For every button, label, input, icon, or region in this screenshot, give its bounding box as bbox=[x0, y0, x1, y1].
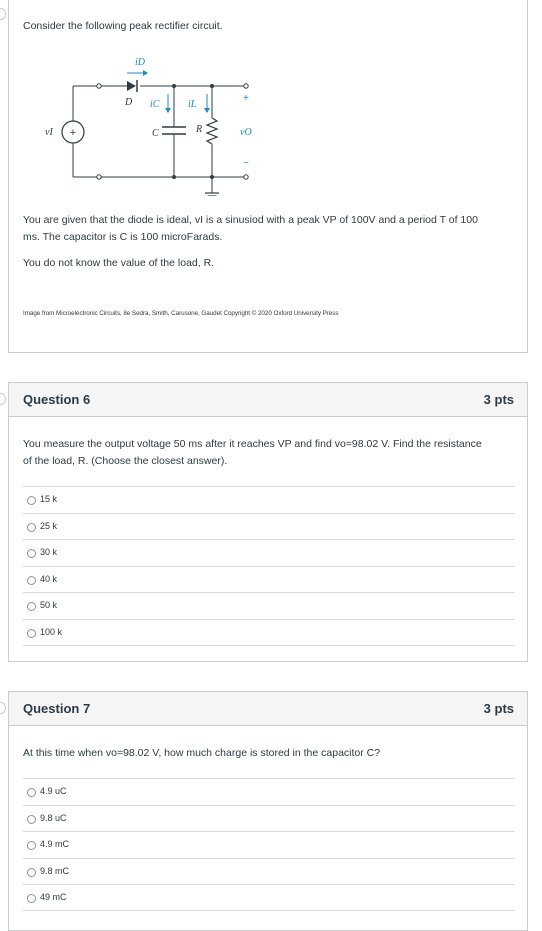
answer-option[interactable] bbox=[23, 778, 515, 805]
radio-button[interactable] bbox=[27, 496, 36, 505]
answer-label: 9.8 mC bbox=[40, 865, 70, 876]
answer-option[interactable] bbox=[23, 566, 515, 593]
intro-text: Consider the following peak rectifier circuit. bbox=[23, 20, 223, 32]
answer-option[interactable] bbox=[23, 831, 515, 858]
input-label: vI bbox=[45, 127, 53, 138]
answer-label: 49 mC bbox=[40, 892, 67, 903]
answer-label: 15 k bbox=[40, 494, 58, 504]
radio-button[interactable] bbox=[27, 523, 36, 532]
answer-option[interactable] bbox=[23, 858, 515, 885]
question-6-points: 3 pts bbox=[483, 392, 514, 407]
margin-marker bbox=[0, 393, 6, 405]
image-credit: Image from Microelectronic Circuits, 8e Sedra, Smith, Carusone, Gaudet Copyright © 2020 Oxford University Press bbox=[23, 310, 339, 317]
answer-label: 40 k bbox=[40, 573, 58, 584]
question-7-header bbox=[9, 692, 527, 726]
cap-current-label: iC bbox=[150, 99, 160, 110]
question-7-title: Question 7 bbox=[23, 701, 91, 716]
diode-current-label: iD bbox=[135, 57, 145, 68]
radio-button[interactable] bbox=[27, 629, 36, 638]
ground-symbol bbox=[205, 193, 219, 196]
unknown-text: You do not know the value of the load, R. bbox=[23, 257, 215, 269]
radio-button[interactable] bbox=[27, 788, 36, 797]
svg-text:+: + bbox=[69, 127, 77, 139]
question-7-prompt: At this time when vo=98.02 V, how much charge is stored in the capacitor C? bbox=[23, 747, 381, 759]
context-card bbox=[8, 0, 528, 353]
given-text-2: ms. The capacitor is C is 100 microFarads. bbox=[23, 231, 223, 243]
peak-rectifier-circuit bbox=[35, 56, 265, 196]
answer-option[interactable] bbox=[23, 539, 515, 566]
answer-option[interactable] bbox=[23, 592, 515, 619]
answer-label: 50 k bbox=[40, 600, 58, 611]
margin-marker bbox=[0, 702, 6, 714]
question-6-prompt-1: You measure the output voltage 50 ms after it reaches VP and find vo=98.02 V. Find the resistance bbox=[23, 438, 482, 450]
margin-marker bbox=[0, 8, 6, 20]
radio-button[interactable] bbox=[27, 841, 36, 850]
diode-symbol bbox=[127, 80, 137, 92]
resistor-symbol bbox=[207, 118, 217, 144]
plus-label: + bbox=[243, 93, 249, 104]
given-text-1: You are given that the diode is ideal, vI is a sinusiod with a peak VP of 100V and a period T of 100 bbox=[23, 214, 478, 226]
question-7-options bbox=[23, 778, 515, 911]
capacitor-label: C bbox=[152, 128, 159, 139]
radio-button[interactable] bbox=[27, 894, 36, 903]
radio-button[interactable] bbox=[27, 868, 36, 877]
question-6-header bbox=[9, 383, 527, 417]
output-label: vO bbox=[240, 127, 252, 138]
answer-option[interactable] bbox=[23, 513, 515, 540]
answer-option[interactable] bbox=[23, 884, 515, 911]
radio-button[interactable] bbox=[27, 549, 36, 558]
question-6-card bbox=[8, 382, 528, 662]
answer-option[interactable] bbox=[23, 486, 515, 513]
answer-option[interactable] bbox=[23, 805, 515, 832]
answer-label: 4.9 uC bbox=[40, 786, 67, 796]
diode-label: D bbox=[125, 97, 133, 108]
answer-label: 30 k bbox=[40, 547, 58, 558]
answer-label: 100 k bbox=[40, 626, 63, 637]
radio-button[interactable] bbox=[27, 576, 36, 585]
answer-label: 4.9 mC bbox=[40, 839, 70, 850]
answer-option[interactable] bbox=[23, 619, 515, 646]
question-6-title: Question 6 bbox=[23, 392, 91, 407]
resistor-label: R bbox=[196, 124, 203, 135]
answer-label: 25 k bbox=[40, 520, 58, 531]
answer-label: 9.8 uC bbox=[40, 812, 67, 823]
radio-button[interactable] bbox=[27, 815, 36, 824]
question-7-card bbox=[8, 691, 528, 931]
minus-label: − bbox=[243, 158, 249, 169]
question-6-prompt-2: of the load, R. (Choose the closest answer). bbox=[23, 455, 228, 467]
load-current-label: iL bbox=[188, 99, 197, 110]
question-6-options bbox=[23, 486, 515, 646]
question-7-points: 3 pts bbox=[483, 701, 514, 716]
radio-button[interactable] bbox=[27, 602, 36, 611]
